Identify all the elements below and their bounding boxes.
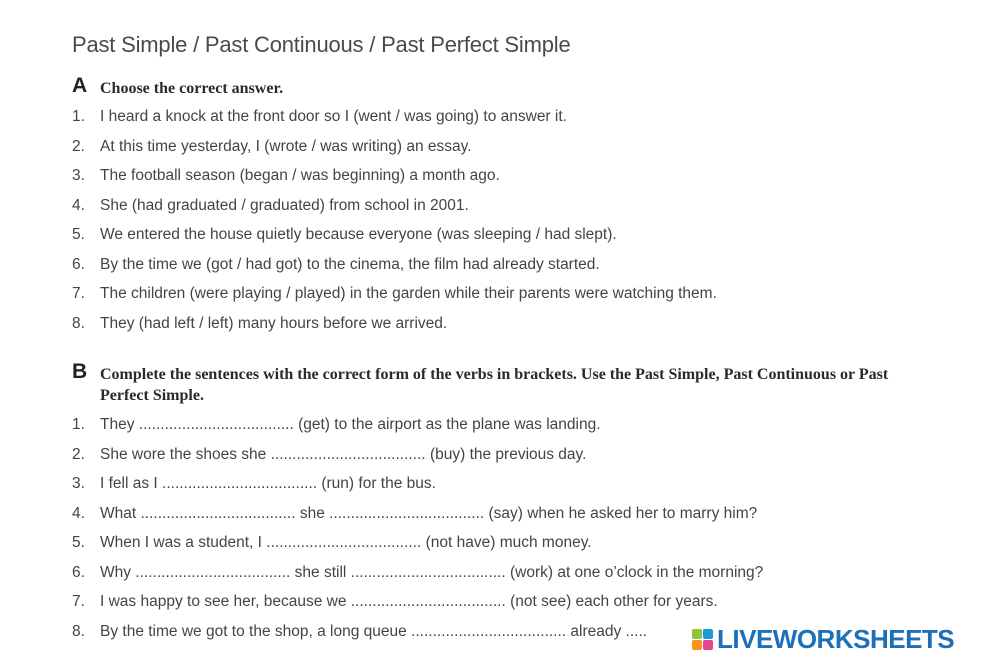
list-item (72, 503, 757, 525)
item-text: I fell as I .................................... (run) for the bus. (100, 475, 436, 492)
item-number: 7. (72, 593, 85, 610)
section-b-letter: B (72, 360, 88, 383)
liveworksheets-logo-icon (692, 629, 713, 650)
list-item (72, 195, 469, 217)
list-item (72, 224, 617, 246)
item-text: They (had left / left) many hours before we arrived. (100, 315, 448, 332)
liveworksheets-watermark (692, 624, 954, 654)
list-item (72, 136, 472, 158)
item-text: We entered the house quietly because everyone (was sleeping / had slept). (100, 226, 617, 243)
section-b-heading: Complete the sentences with the correct form of the verbs in brackets. Use the Past Simple, Past Continuous or Past Perfect Simple. (100, 366, 889, 404)
item-text: At this time yesterday, I (wrote / was writing) an essay. (100, 138, 472, 155)
list-item (72, 562, 763, 584)
section-a-heading: Choose the correct answer. (100, 80, 284, 97)
item-number: 5. (72, 534, 85, 551)
item-text: I heard a knock at the front door so I (went / was going) to answer it. (100, 108, 567, 125)
item-text: What .................................... she .................................... (say) when he asked her to marry him? (100, 505, 758, 522)
item-text: She wore the shoes she .................................... (buy) the previous day. (100, 446, 587, 463)
item-number: 2. (72, 138, 85, 155)
item-number: 6. (72, 564, 85, 581)
item-number: 8. (72, 315, 85, 332)
item-text: She (had graduated / graduated) from school in 2001. (100, 197, 469, 214)
item-number: 5. (72, 226, 85, 243)
list-item (72, 414, 601, 436)
item-number: 1. (72, 108, 85, 125)
item-text: By the time we got to the shop, a long queue .................................... already ..... (100, 623, 648, 640)
list-item (72, 621, 647, 643)
item-text: The football season (began / was beginning) a month ago. (100, 167, 500, 184)
list-item (72, 106, 567, 128)
item-number: 4. (72, 505, 85, 522)
item-text: Why .................................... she still .................................... (work) at one o’clock in the morning? (100, 564, 764, 581)
list-item (72, 591, 718, 613)
list-item (72, 532, 592, 554)
item-number: 3. (72, 167, 85, 184)
watermark-text: LIVEWORKSHEETS (717, 623, 955, 654)
item-text: The children (were playing / played) in the garden while their parents were watching them. (100, 285, 717, 302)
list-item (72, 313, 447, 335)
item-number: 4. (72, 197, 85, 214)
list-item (72, 473, 436, 495)
item-text: By the time we (got / had got) to the cinema, the film had already started. (100, 256, 600, 273)
list-item (72, 165, 500, 187)
item-number: 2. (72, 446, 85, 463)
list-item (72, 444, 586, 466)
section-a-letter: A (72, 74, 88, 97)
item-number: 1. (72, 416, 85, 433)
page-title: Past Simple / Past Continuous / Past Perfect Simple (72, 32, 571, 57)
item-number: 6. (72, 256, 85, 273)
list-item (72, 254, 600, 276)
item-number: 7. (72, 285, 85, 302)
item-number: 3. (72, 475, 85, 492)
item-text: They .................................... (get) to the airport as the plane was landing. (100, 416, 601, 433)
item-text: I was happy to see her, because we .................................... (not see) each other for years. (100, 593, 718, 610)
list-item (72, 283, 717, 305)
item-number: 8. (72, 623, 85, 640)
item-text: When I was a student, I .................................... (not have) much money. (100, 534, 592, 551)
